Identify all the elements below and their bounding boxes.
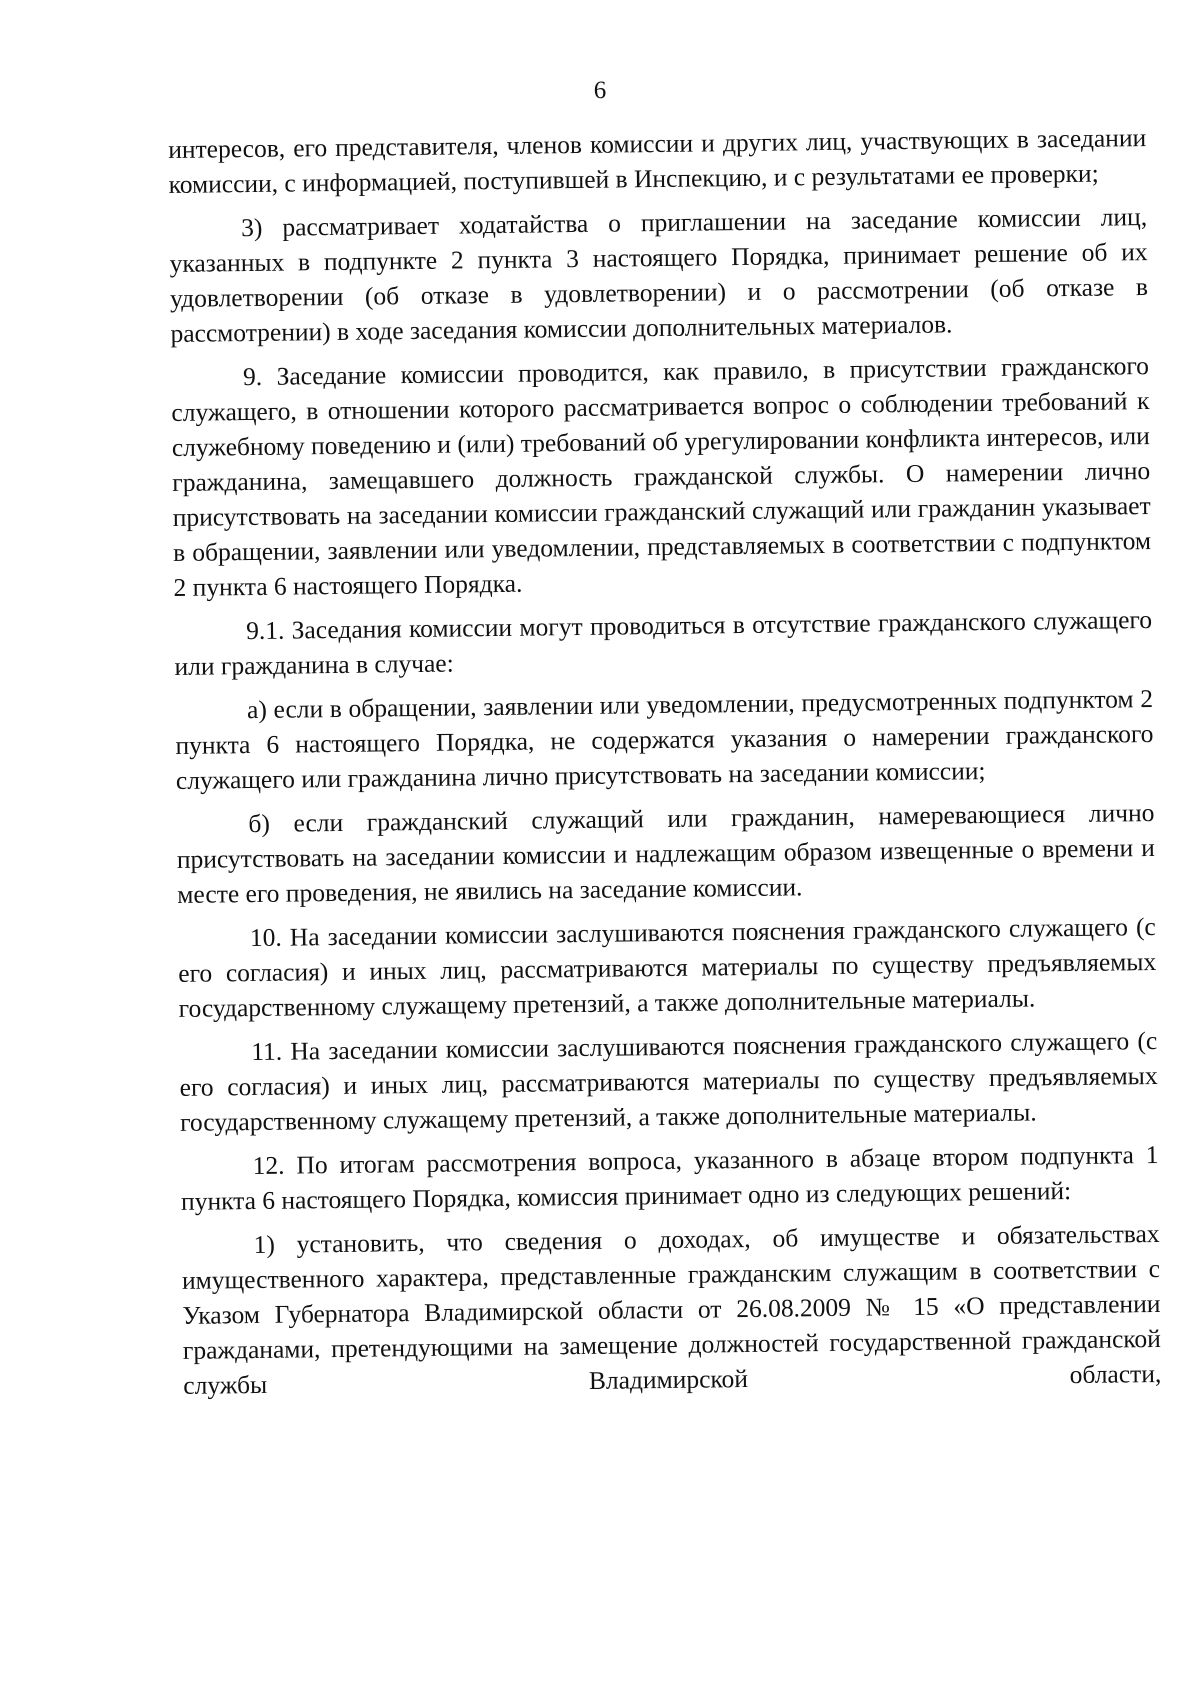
paragraph-decision-1: 1) установить, что сведения о доходах, об имуществе и обязательствах имущественного характера, представленные гражданским служащим в соответствии с Указом Губернатора Владимирской области от 26.08.2009 № 15 «О представлении гражданами, претендующими на замещение должностей государственной гражданской службы Владимирской области, — [181, 1218, 1162, 1400]
paragraph-item-11: 11. На заседании комиссии заслушиваются пояснения гражданского служащего (с его согласия) и иных лиц, рассматриваются материалы по существу предъявляемых государственному служащему претензий, а также дополнительные материалы. — [179, 1025, 1158, 1137]
paragraph-continuation: интересов, его представителя, членов комиссии и других лиц, участвующих в заседании комиссии, с информацией, поступившей в Инспекцию, и с результатами ее проверки; — [168, 123, 1147, 199]
document-body — [168, 120, 1162, 1412]
paragraph-item-9: 9. Заседание комиссии проводится, как правило, в присутствии гражданского служащего, в отношении которого рассматривается вопрос о соблюдении требований к служебному поведению и (или) требований об урегулировании конфликта интересов, или гражданина, замещавшего должность гражданской службы. О намерении лично присутствовать на заседании комиссии гражданский служащий или гражданин указывает в обращении, заявлении или уведомлении, представляемых в соответствии с подпунктом 2 пункта 6 настоящего Порядка. — [171, 351, 1152, 602]
paragraph-item-12: 12. По итогам рассмотрения вопроса, указанного в абзаце втором подпункта 1 пункта 6 настоящего Порядка, комиссия принимает одно из следующих решений: — [180, 1139, 1159, 1216]
paragraph-item-9-1: 9.1. Заседания комиссии могут проводиться в отсутствие гражданского служащего или гражданина в случае: — [174, 605, 1153, 681]
paragraph-subitem-3: 3) рассматривает ходатайства о приглашении на заседание комиссии лиц, указанных в подпункте 2 пункта 3 настоящего Порядка, принимает решение об их удовлетворении (об отказе в удовлетворении) и о рассмотрении (об отказе в рассмотрении) в ходе заседания комиссии дополнительных материалов. — [169, 202, 1149, 348]
paragraph-subitem-b: б) если гражданский служащий или гражданин, намеревающиеся лично присутствовать на заседании комиссии и надлежащим образом извещенные о времени и месте его проведения, не явились на заседание комиссии. — [176, 798, 1155, 909]
page-number: 6 — [593, 77, 607, 104]
paragraph-subitem-a: а) если в обращении, заявлении или уведомлении, предусмотренных подпунктом 2 пункта 6 настоящего Порядка, не содержатся указания о намерении гражданского служащего или гражданина лично присутствовать на заседании комиссии; — [175, 684, 1154, 795]
paragraph-item-10: 10. На заседании комиссии заслушиваются пояснения гражданского служащего (с его согласия) и иных лиц, рассматриваются материалы по существу предъявляемых государственному служащему претензий, а также дополнительные материалы. — [178, 911, 1157, 1023]
